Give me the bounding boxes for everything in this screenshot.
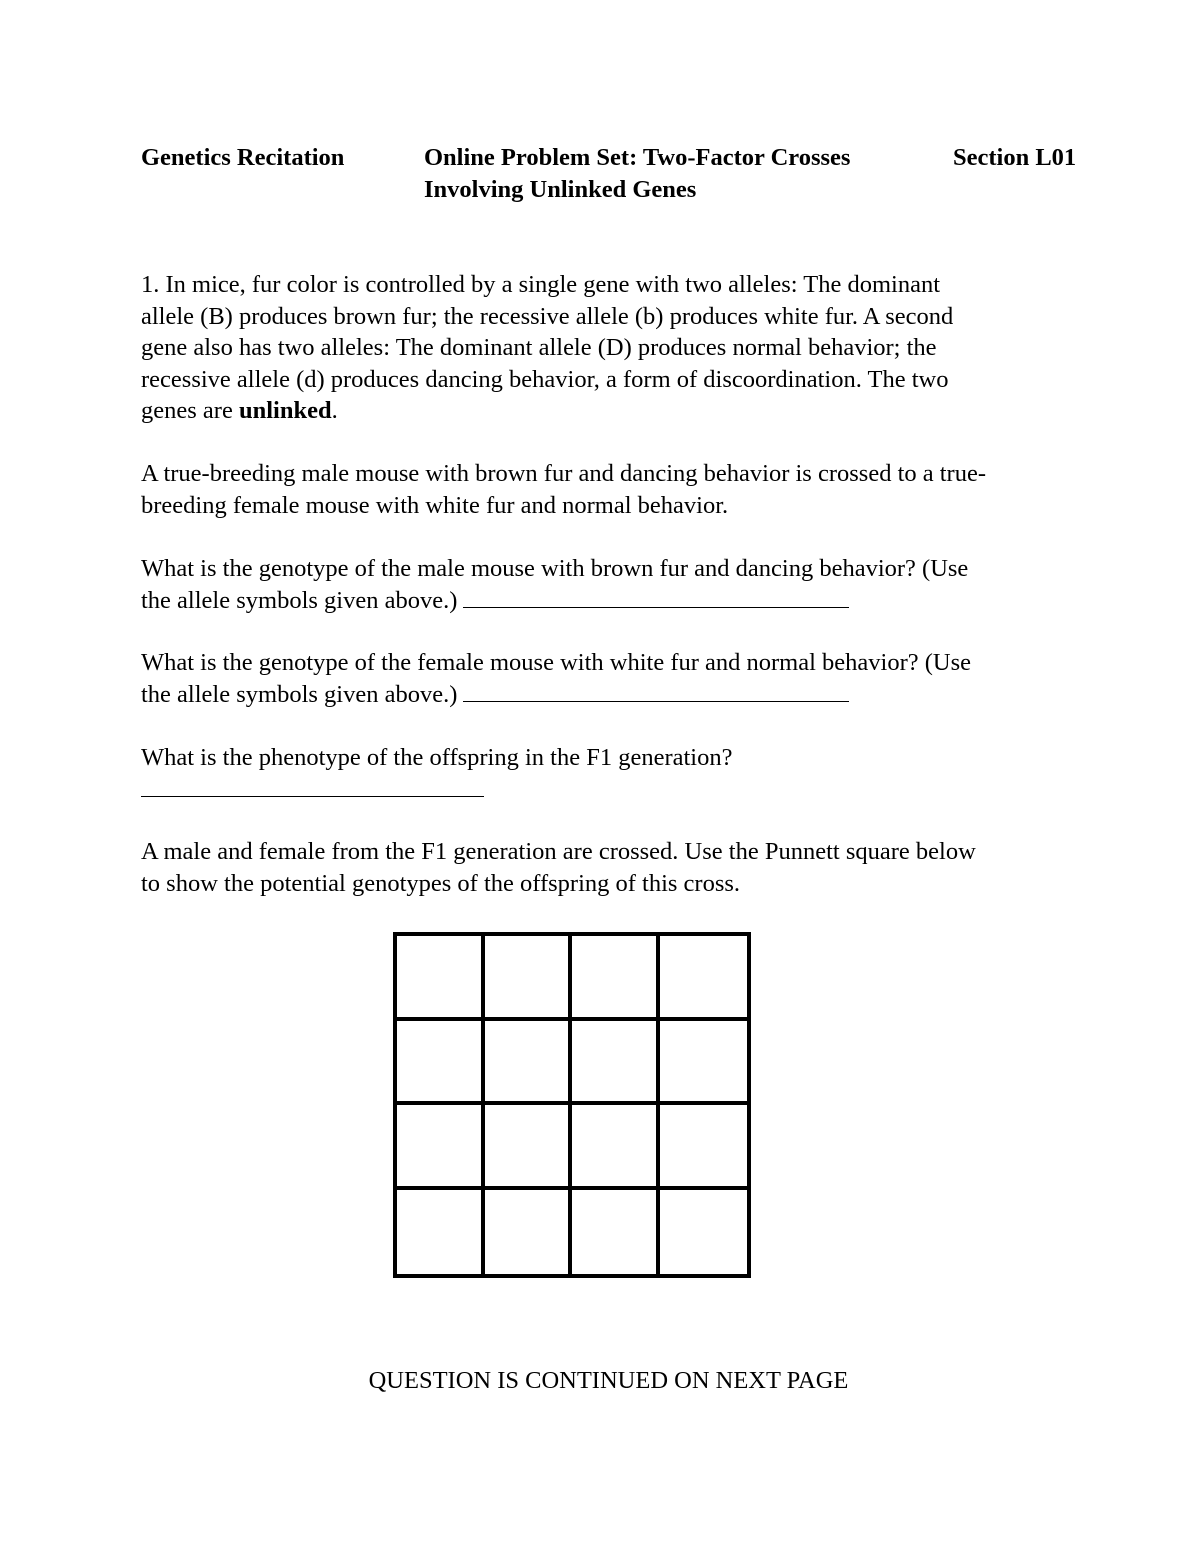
punnett-cell-r3-c1[interactable] — [397, 1105, 485, 1190]
punnett-cell-r4-c1[interactable] — [397, 1190, 485, 1275]
course-title: Genetics Recitation — [141, 144, 345, 171]
intro-line-5 — [141, 395, 1086, 427]
punnett-cell-r2-c1[interactable] — [397, 1021, 485, 1106]
question-f1-line: What is the phenotype of the offspring in the F1 generation? — [141, 744, 733, 771]
punnett-cell-r4-c4[interactable] — [660, 1190, 748, 1275]
cross-line-1: A true-breeding male mouse with brown fur and dancing behavior is crossed to a true- — [141, 460, 986, 487]
punnett-cell-r4-c3[interactable] — [572, 1190, 660, 1275]
punnett-cell-r2-c2[interactable] — [485, 1021, 573, 1106]
question-female-line-2-text: the allele symbols given above.) — [141, 680, 458, 708]
f1-answer-line — [141, 774, 1086, 806]
intro-line-3: gene also has two alleles: The dominant allele (D) produces normal behavior; the — [141, 334, 937, 361]
section-label: Section L01 — [953, 144, 1077, 171]
punnett-line-1: A male and female from the F1 generation are crossed. Use the Punnett square below — [141, 838, 976, 865]
intro-line-4: recessive allele (d) produces dancing behavior, a form of discoordination. The two — [141, 365, 949, 393]
continued-notice: QUESTION IS CONTINUED ON NEXT PAGE — [368, 1367, 849, 1394]
unlinked-emphasis: unlinked — [238, 397, 332, 424]
problem-set-title-line-1: Online Problem Set: Two-Factor Crosses — [424, 144, 851, 171]
punnett-cell-r1-c4[interactable] — [660, 936, 748, 1021]
problem-set-title-line-2: Involving Unlinked Genes — [424, 175, 697, 203]
cross-line-2: breeding female mouse with white fur and normal behavior. — [141, 491, 729, 519]
f1-phenotype-answer-blank[interactable] — [141, 774, 484, 797]
punnett-cell-r3-c3[interactable] — [572, 1105, 660, 1190]
punnett-cell-r1-c1[interactable] — [397, 936, 485, 1021]
punnett-cell-r1-c3[interactable] — [572, 936, 660, 1021]
male-genotype-answer-blank[interactable] — [463, 585, 849, 608]
question-male-line-2-text: the allele symbols given above.) — [141, 586, 458, 614]
intro-line-2: allele (B) produces brown fur; the recessive allele (b) produces white fur. A second — [141, 302, 954, 330]
punnett-line-2: to show the potential genotypes of the offspring of this cross. — [141, 869, 741, 897]
intro-line-1: 1. In mice, fur color is controlled by a single gene with two alleles: The dominant — [141, 271, 941, 298]
cross-description — [141, 458, 1086, 521]
problem-intro — [141, 269, 1086, 427]
question-male-line-1: What is the genotype of the male mouse with brown fur and dancing behavior? (Use — [141, 555, 969, 582]
punnett-cell-r4-c2[interactable] — [485, 1190, 573, 1275]
question-female-line-2 — [141, 679, 1086, 711]
question-f1-phenotype — [141, 742, 1086, 805]
question-female-genotype — [141, 647, 1086, 710]
punnett-cell-r1-c2[interactable] — [485, 936, 573, 1021]
punnett-cell-r3-c2[interactable] — [485, 1105, 573, 1190]
question-male-line-2 — [141, 585, 1086, 617]
intro-last-suffix: . — [331, 397, 338, 424]
punnett-cell-r3-c4[interactable] — [660, 1105, 748, 1190]
intro-last-prefix: genes are — [141, 397, 239, 424]
problem-set-title — [424, 142, 850, 205]
punnett-cell-r2-c4[interactable] — [660, 1021, 748, 1106]
question-female-line-1: What is the genotype of the female mouse with white fur and normal behavior? (Use — [141, 649, 972, 676]
punnett-cell-r2-c3[interactable] — [572, 1021, 660, 1106]
female-genotype-answer-blank[interactable] — [463, 679, 849, 702]
punnett-instructions — [141, 836, 1086, 899]
punnett-square — [393, 932, 751, 1278]
question-male-genotype — [141, 553, 1086, 616]
